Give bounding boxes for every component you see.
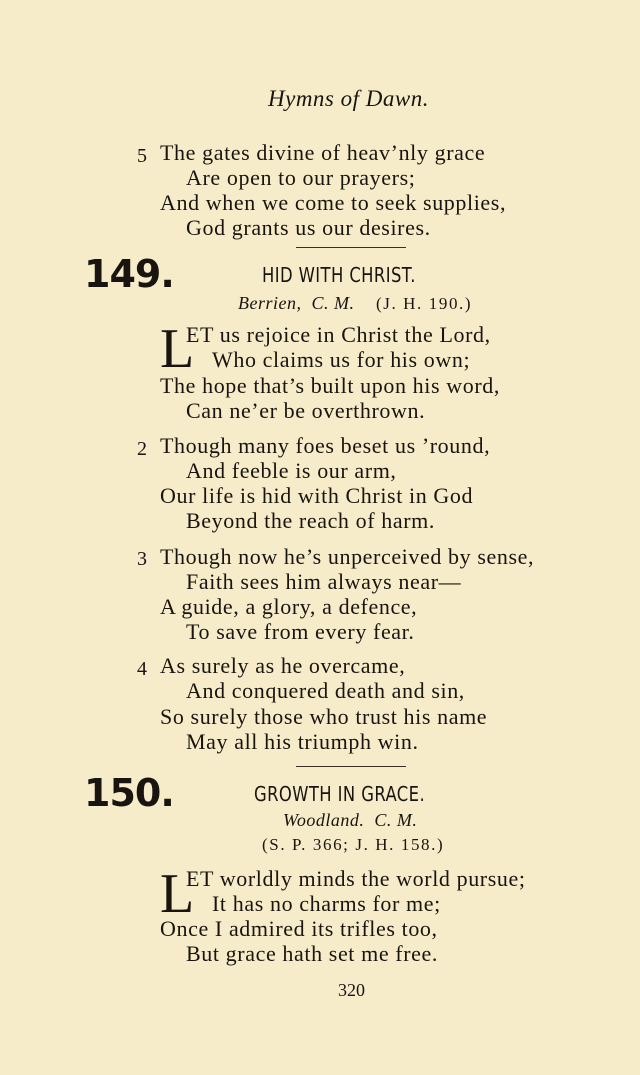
verse-line: And conquered death and sin, bbox=[186, 678, 465, 703]
section-divider bbox=[296, 247, 406, 248]
verse-line: A guide, a glory, a defence, bbox=[160, 594, 418, 619]
hymn-reference: (J. H. 190.) bbox=[376, 294, 473, 313]
verse-line: Who claims us for his own; bbox=[212, 347, 471, 372]
verse-line: ET worldly minds the world pursue; bbox=[186, 866, 526, 891]
verse-line: Though now he’s unperceived by sense, bbox=[160, 544, 535, 569]
drop-cap: L bbox=[160, 318, 195, 380]
section-divider bbox=[296, 766, 406, 767]
verse-number: 4 bbox=[137, 658, 147, 680]
drop-cap: L bbox=[160, 863, 195, 925]
verse-line: ET us rejoice in Christ the Lord, bbox=[186, 322, 491, 347]
page-number: 320 bbox=[338, 980, 365, 1000]
verse-line: Are open to our prayers; bbox=[186, 165, 416, 190]
verse-number: 2 bbox=[137, 438, 147, 460]
tune-meter: C. M. bbox=[311, 293, 355, 313]
verse-line: Our life is hid with Christ in God bbox=[160, 483, 474, 508]
verse-line: And feeble is our arm, bbox=[186, 458, 397, 483]
verse-line: But grace hath set me free. bbox=[186, 941, 438, 966]
tune-name: Berrien bbox=[238, 293, 297, 313]
verse-line: As surely as he overcame, bbox=[160, 653, 406, 678]
hymn-reference: (S. P. 366; J. H. 158.) bbox=[262, 835, 445, 854]
verse-line: And when we come to seek supplies, bbox=[160, 190, 507, 215]
verse-line: God grants us our desires. bbox=[186, 215, 431, 240]
tune-line bbox=[283, 810, 417, 831]
verse-line: Faith sees him always near— bbox=[186, 569, 462, 594]
verse-number: 3 bbox=[137, 548, 147, 570]
verse-line: Once I admired its trifles too, bbox=[160, 916, 438, 941]
running-head: Hymns of Dawn. bbox=[268, 86, 429, 111]
tune-separator: , bbox=[296, 293, 312, 313]
tune-line bbox=[238, 293, 354, 314]
verse-line: Can ne’er be overthrown. bbox=[186, 398, 426, 423]
hymn-number: 149. bbox=[84, 252, 174, 296]
verse-line: So surely those who trust his name bbox=[160, 704, 488, 729]
hymn-title: GROWTH IN GRACE. bbox=[254, 782, 426, 806]
verse-line: The gates divine of heav’nly grace bbox=[160, 140, 486, 165]
verse-line: To save from every fear. bbox=[186, 619, 415, 644]
hymn-number: 150. bbox=[84, 771, 174, 815]
verse-line: The hope that’s built upon his word, bbox=[160, 373, 500, 398]
verse-line: Though many foes beset us ’round, bbox=[160, 433, 491, 458]
verse-line: It has no charms for me; bbox=[212, 891, 441, 916]
tune-meter: C. M. bbox=[374, 810, 418, 830]
tune-name: Woodland. bbox=[283, 810, 365, 830]
verse-number: 5 bbox=[137, 145, 147, 167]
verse-line: May all his triumph win. bbox=[186, 729, 419, 754]
hymn-title: HID WITH CHRIST. bbox=[262, 263, 416, 287]
tune-separator bbox=[364, 810, 374, 830]
verse-line: Beyond the reach of harm. bbox=[186, 508, 435, 533]
